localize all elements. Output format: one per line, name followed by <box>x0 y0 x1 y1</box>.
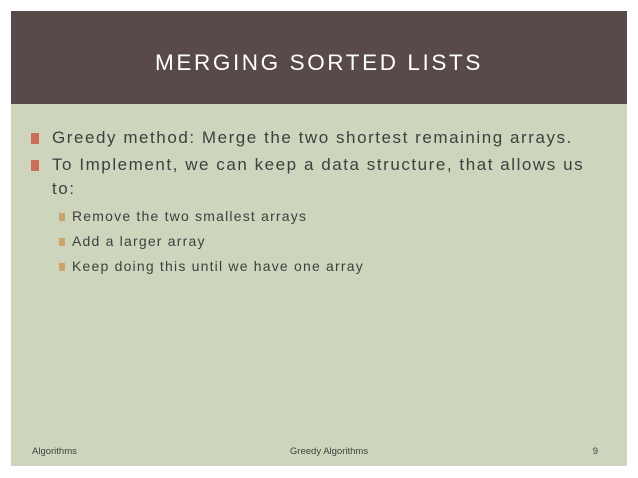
footer-topic: Greedy Algorithms <box>289 446 369 457</box>
bullet-text: To Implement, we can keep a data structure, that allows us to: <box>52 155 585 198</box>
square-bullet-icon <box>59 263 65 271</box>
sub-bullet-item <box>11 204 627 229</box>
bullet-item <box>11 153 627 201</box>
square-bullet-icon <box>59 213 65 221</box>
title-bar <box>11 11 627 104</box>
sub-bullet-text: Keep doing this until we have one array <box>72 258 364 274</box>
sub-bullet-text: Remove the two smallest arrays <box>72 208 308 224</box>
slide-body <box>11 126 627 279</box>
slide <box>11 11 627 466</box>
slide-footer <box>11 446 627 462</box>
page-number: 9 <box>592 446 598 457</box>
square-bullet-icon <box>59 238 65 246</box>
footer-course: Algorithms <box>32 446 77 457</box>
square-bullet-icon <box>31 160 39 171</box>
bullet-text: Greedy method: Merge the two shortest remaining arrays. <box>52 128 573 147</box>
sub-bullet-item <box>11 254 627 279</box>
sub-bullet-text: Add a larger array <box>72 233 206 249</box>
bullet-item <box>11 126 627 150</box>
square-bullet-icon <box>31 133 39 144</box>
slide-title: MERGING SORTED LISTS <box>155 49 483 75</box>
sub-bullet-item <box>11 229 627 254</box>
